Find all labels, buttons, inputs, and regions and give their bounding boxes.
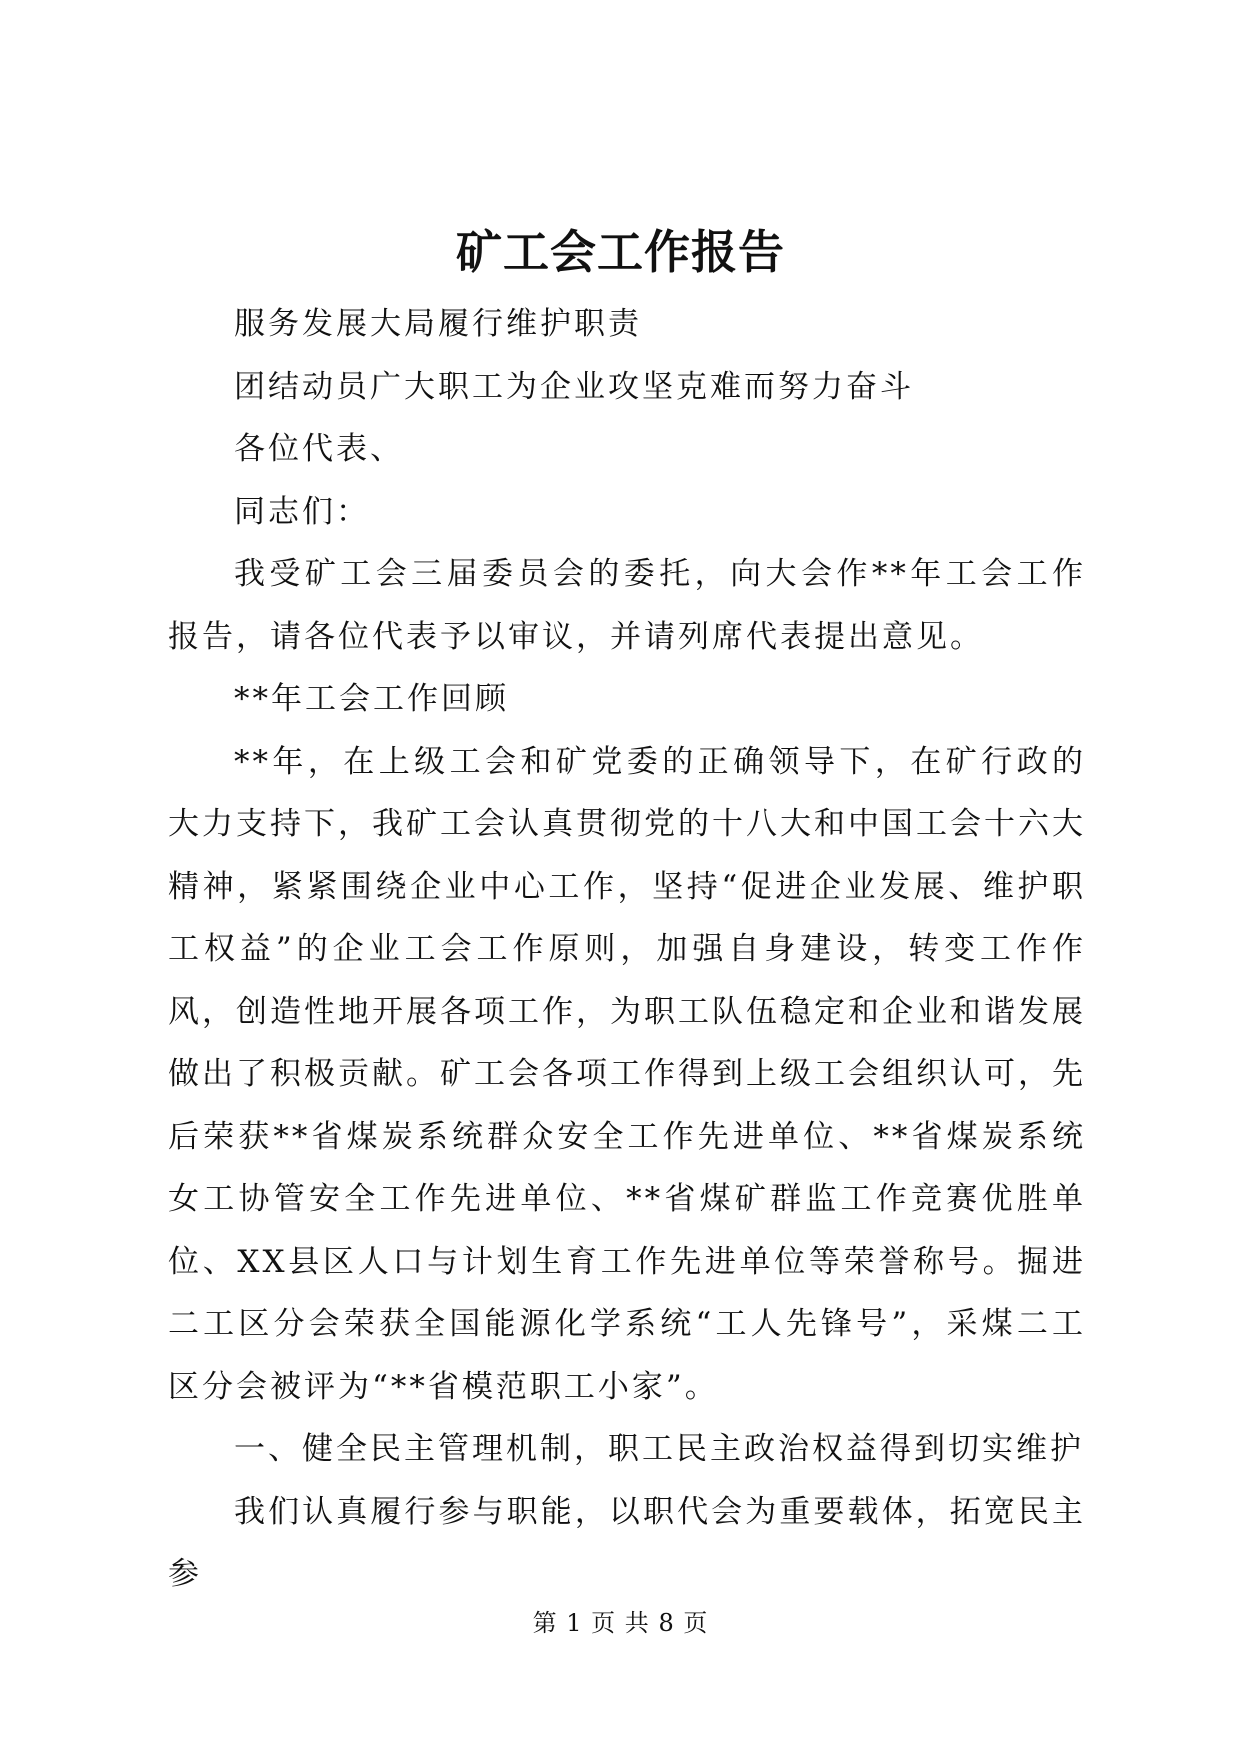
paragraph-review: **年，在上级工会和矿党委的正确领导下，在矿行政的大力支持下，我矿工会认真贯彻党的十八大和中国工会十六大精神，紧紧围绕企业中心工作，坚持“促进企业发展、维护职工权益”的企业工会工作原则，加强自身建设，转变工作作风，创造性地开展各项工作，为职工队伍稳定和企业和谐发展做出了积极贡献。矿工会各项工作得到上级工会组织认可，先后荣获**省煤炭系统群众安全工作先进单位、**省煤炭系统女工协管安全工作先进单位、**省煤矿群监工作竞赛优胜单位、XX县区人口与计划生育工作先进单位等荣誉称号。掘进二工区分会荣获全国能源化学系统“工人先锋号”，采煤二工区分会被评为“**省模范职工小家”。 [168,743,1086,1405]
page-footer: 第 1 页 共 8 页 [532,1609,709,1637]
section-heading-review: **年工会工作回顾 [234,681,509,717]
paragraph-salutation-2: 同志们： [234,493,370,530]
section-heading-1: 一、健全民主管理机制，职工民主政治权益得到切实维护 [234,1431,1084,1467]
paragraph-salutation-1: 各位代表、 [234,431,404,467]
document-title: 矿工会工作报告 [456,225,785,279]
paragraph-section-1: 我们认真履行参与职能，以职代会为重要载体，拓宽民主参 [168,1493,1086,1592]
paragraph-subtitle-2: 团结动员广大职工为企业攻坚克难而努力奋斗 [234,368,914,405]
paragraph-intro: 我受矿工会三届委员会的委托，向大会作**年工会工作报告，请各位代表予以审议，并请列席代表提出意见。 [168,556,1086,655]
document-body [168,293,1086,1606]
paragraph-subtitle-1: 服务发展大局履行维护职责 [234,306,642,342]
